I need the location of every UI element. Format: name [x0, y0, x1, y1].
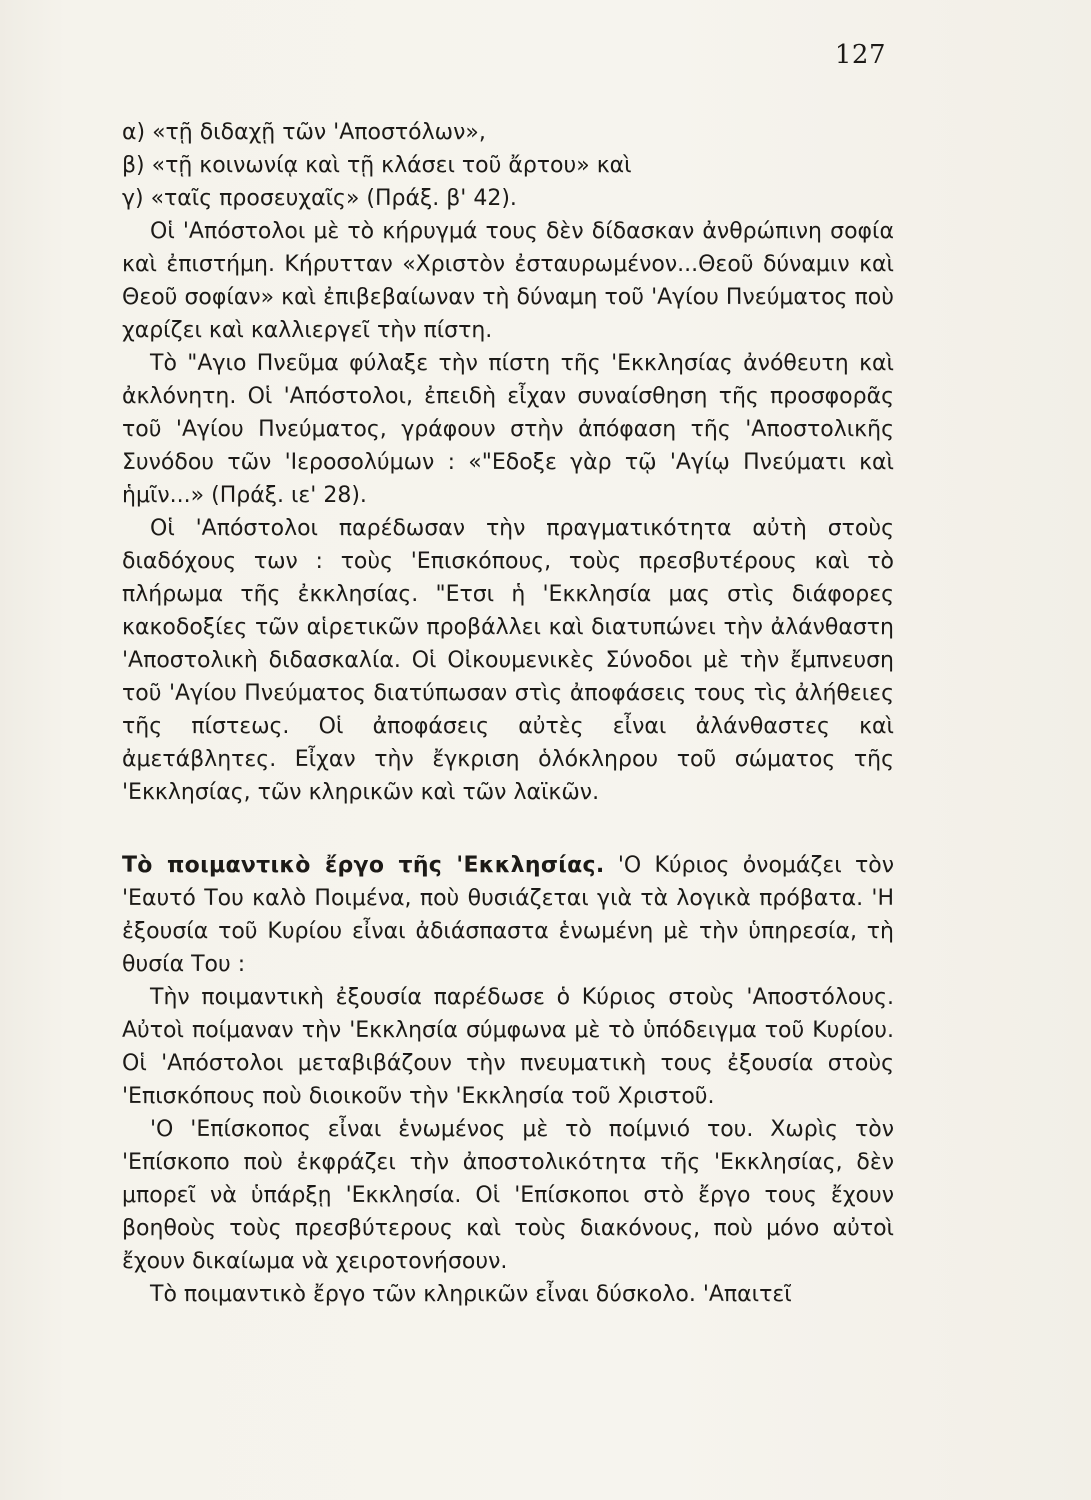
paragraph-clergy-work: Τὸ ποιμαντικὸ ἔργο τῶν κληρικῶν εἶναι δύσκολο. 'Απαιτεῖ	[150, 1282, 792, 1307]
section-intro-text: 'Ο Κύριος ὀνομάζει τὸν 'Εαυτό Του καλὸ Ποιμένα, ποὺ θυσιάζεται γιὰ τὰ λογικὰ πρόβατα. 'Η ἐξουσία τοῦ Κυρίου εἶναι ἀδιάσπαστα ἑνωμένη μὲ τὴν ὑπηρεσία, τὴ θυσία Του :	[122, 853, 895, 977]
paragraph-tradition: Οἱ 'Απόστολοι παρέδωσαν τὴν πραγματικότητα αὐτὴ στοὺς διαδόχους των : τοὺς 'Επισκόπους, τοὺς πρεσβυτέρους καὶ τὸ πλήρωμα τῆς ἐκκλησίας. "Ετσι ἡ 'Εκκλησία μας στὶς διάφορες κακοδοξίες τῶν αἱρετικῶν προβάλλει καὶ διατυπώνει τὴν ἀλάνθαστη 'Αποστολικὴ διδασκαλία. Οἱ Οἰκουμενικὲς Σύνοδοι μὲ τὴν ἔμπνευση τοῦ 'Αγίου Πνεύματος διατύπωσαν στὶς ἀποφάσεις τους τὶς ἀλήθειες τῆς πίστεως. Οἱ ἀποφάσεις αὐτὲς εἶναι ἀλάνθαστες καὶ ἀμετάβλητες. Εἶχαν τὴν ἔγκριση ὁλόκληρου τοῦ σώματος τῆς 'Εκκλησίας, τῶν κληρικῶν καὶ τῶν λαϊκῶν.	[122, 516, 894, 805]
paragraph-apostles-preaching: Οἱ 'Απόστολοι μὲ τὸ κήρυγμά τους δὲν δίδασκαν ἀνθρώπινη σοφία καὶ ἐπιστήμη. Κήρυτταν «Χριστὸν ἐσταυρωμένον...Θεοῦ δύναμιν καὶ Θεοῦ σοφίαν» καὶ ἐπιβεβαίωναν τὴ δύναμη τοῦ 'Αγίου Πνεύματος ποὺ χαρίζει καὶ καλλιεργεῖ τὴν πίστη.	[122, 219, 894, 343]
section-spacer	[122, 809, 894, 849]
list-item-c: γ) «ταῖς προσευχαῖς» (Πράξ. β' 42).	[122, 186, 517, 211]
paragraph-holy-spirit: Τὸ "Αγιο Πνεῦμα φύλαξε τὴν πίστη τῆς 'Εκκλησίας ἀνόθευτη καὶ ἀκλόνητη. Οἱ 'Απόστολοι, ἐπειδὴ εἶχαν συναίσθηση τῆς προσφορᾶς τοῦ 'Αγίου Πνεύματος, γράφουν στὴν ἀπόφαση τῆς 'Αποστολικῆς Συνόδου τῶν 'Ιεροσολύμων : «"Εδοξε γὰρ τῷ 'Αγίῳ Πνεύματι καὶ ἡμῖν...» (Πράξ. ιε' 28).	[122, 351, 894, 508]
paragraph-pastoral-authority: Τὴν ποιμαντικὴ ἐξουσία παρέδωσε ὁ Κύριος στοὺς 'Αποστόλους. Αὐτοὶ ποίμαναν τὴν 'Εκκλησία σύμφωνα μὲ τὸ ὑπόδειγμα τοῦ Κυρίου. Οἱ 'Απόστολοι μεταβιβάζουν τὴν πνευματικὴ τους ἐξουσία στοὺς 'Επισκόπους ποὺ διοικοῦν τὴν 'Εκκλησία τοῦ Χριστοῦ.	[122, 985, 894, 1109]
section-heading: Τὸ ποιμαντικὸ ἔργο τῆς 'Εκκλησίας.	[122, 853, 605, 878]
list-item-b: β) «τῇ κοινωνίᾳ καὶ τῇ κλάσει τοῦ ἄρτου» καὶ	[122, 153, 632, 178]
page-number: 127	[834, 40, 886, 70]
page-text	[122, 116, 894, 1311]
section-intro-paragraph	[122, 849, 894, 981]
paragraph-bishop: 'Ο 'Επίσκοπος εἶναι ἑνωμένος μὲ τὸ ποίμνιό του. Χωρὶς τὸν 'Επίσκοπο ποὺ ἐκφράζει τὴν ἀποστολικότητα τῆς 'Εκκλησίας, δὲν μπορεῖ νὰ ὑπάρξῃ 'Εκκλησία. Οἱ 'Επίσκοποι στὸ ἔργο τους ἔχουν βοηθοὺς τοὺς πρεσβύτερους καὶ τοὺς διακόνους, ποὺ μόνο αὐτοὶ ἔχουν δικαίωμα νὰ χειροτονήσουν.	[122, 1117, 894, 1274]
list-item-a: α) «τῇ διδαχῇ τῶν 'Αποστόλων»,	[122, 120, 486, 145]
